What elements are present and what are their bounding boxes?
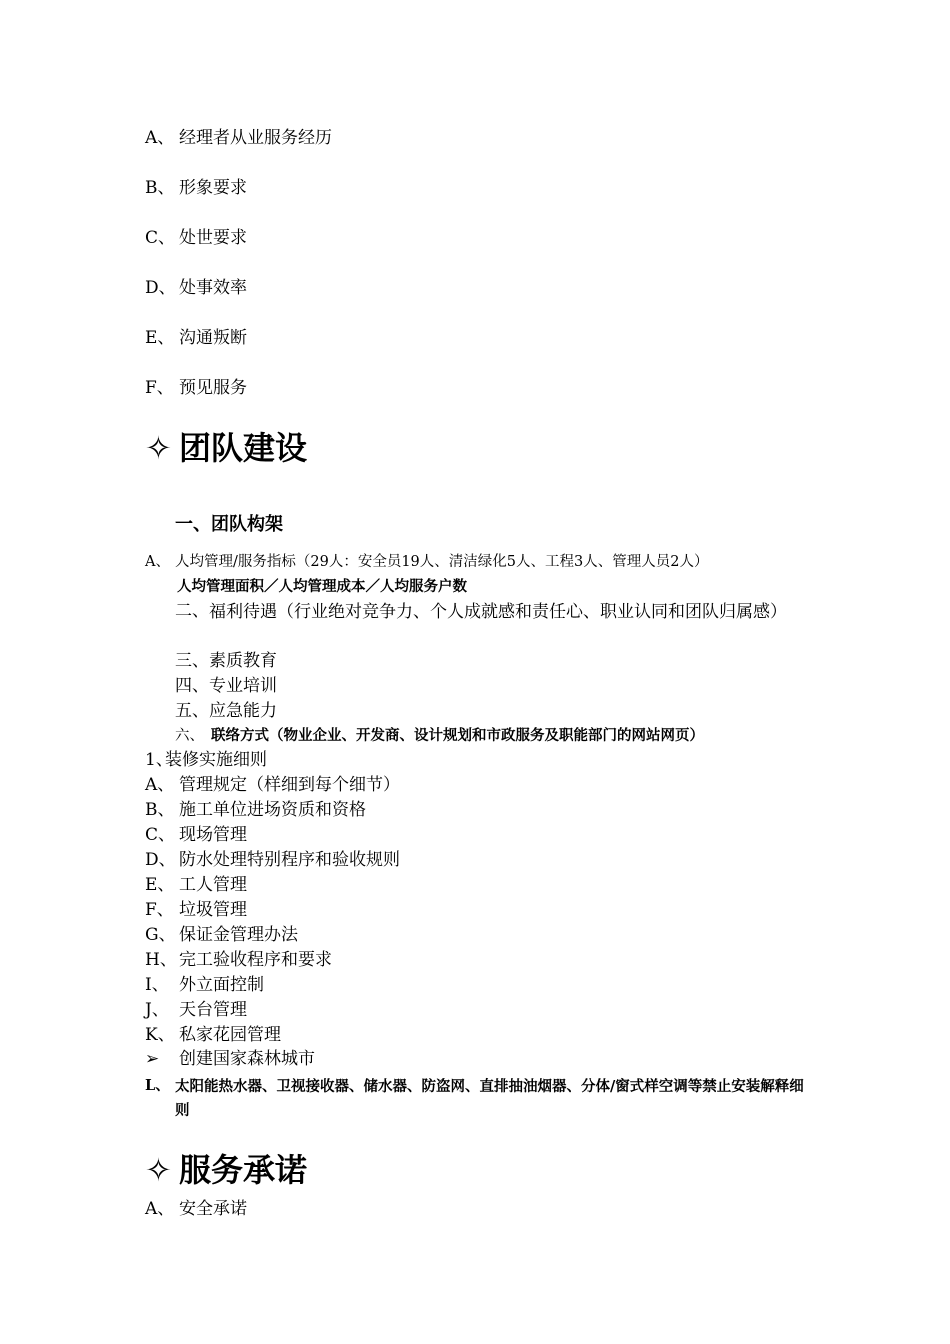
reno-item-d: D、 防水处理特别程序和验收规则: [145, 850, 400, 870]
team-item-training: 四、专业培训: [175, 676, 277, 696]
reno-item-g: G、 保证金管理办法: [145, 925, 298, 945]
reno-item-a: A、 管理规定（样细到每个细节）: [145, 775, 400, 795]
service-item-a: A、 安全承诺: [145, 1199, 247, 1219]
section-heading-team: ✧ 团队建设: [145, 429, 308, 467]
reno-item-i: I、 外立面控制: [145, 975, 264, 995]
reno-item-c: C、 现场管理: [145, 825, 247, 845]
reno-item-j: J、 天台管理: [145, 1000, 247, 1020]
list-item-e: E、 沟通叛断: [145, 328, 247, 348]
list-item-b: B、 形象要求: [145, 178, 247, 198]
list-item-d: D、 处事效率: [145, 278, 247, 298]
reno-item-forest-city: ➢ 创建国家森林城市: [145, 1049, 315, 1069]
team-item-emergency: 五、应急能力: [175, 701, 277, 721]
team-item-contact: 六、 联络方式（物业企业、开发商、设计规划和市政服务及职能部门的网站网页）: [175, 727, 704, 744]
reno-item-b: B、 施工单位进场资质和资格: [145, 800, 366, 820]
list-item-f: F、 预见服务: [145, 378, 247, 398]
reno-item-h: H、 完工验收程序和要求: [145, 950, 332, 970]
section-heading-service: ✧ 服务承诺: [145, 1151, 308, 1189]
team-item-quality: 三、素质教育: [175, 651, 277, 671]
list-item-c: C、 处世要求: [145, 228, 247, 248]
team-item-welfare: 二、 福利待遇（行业绝对竞争力、个人成就感和责任心、职业认同和团队归属感）: [175, 601, 787, 622]
reno-item-k: K、 私家花园管理: [145, 1025, 281, 1045]
reno-item-e: E、 工人管理: [145, 875, 247, 895]
subheading-team-structure: 一、团队构架: [175, 514, 283, 535]
arrow-bullet-icon: ➢: [145, 1049, 160, 1069]
reno-item-l: L、 太阳能热水器、卫视接收器、储水器、防盗网、直排抽油烟器、分体/窗式样空调等禁止安装解释细则: [145, 1077, 804, 1119]
team-item-a: A、 人均管理/服务指标（29人：安全员19人、清洁绿化5人、工程3人、管理人员2人）: [145, 554, 709, 570]
team-item-a-metrics: 人均管理面积／人均管理成本／人均服务户数: [177, 578, 467, 595]
diamond-star-icon: ✧: [145, 1151, 172, 1189]
reno-title: 1、装修实施细则: [145, 750, 267, 770]
reno-item-f: F、 垃圾管理: [145, 900, 247, 920]
diamond-star-icon: ✧: [145, 429, 172, 467]
list-item-a: A、 经理者从业服务经历: [145, 128, 332, 148]
